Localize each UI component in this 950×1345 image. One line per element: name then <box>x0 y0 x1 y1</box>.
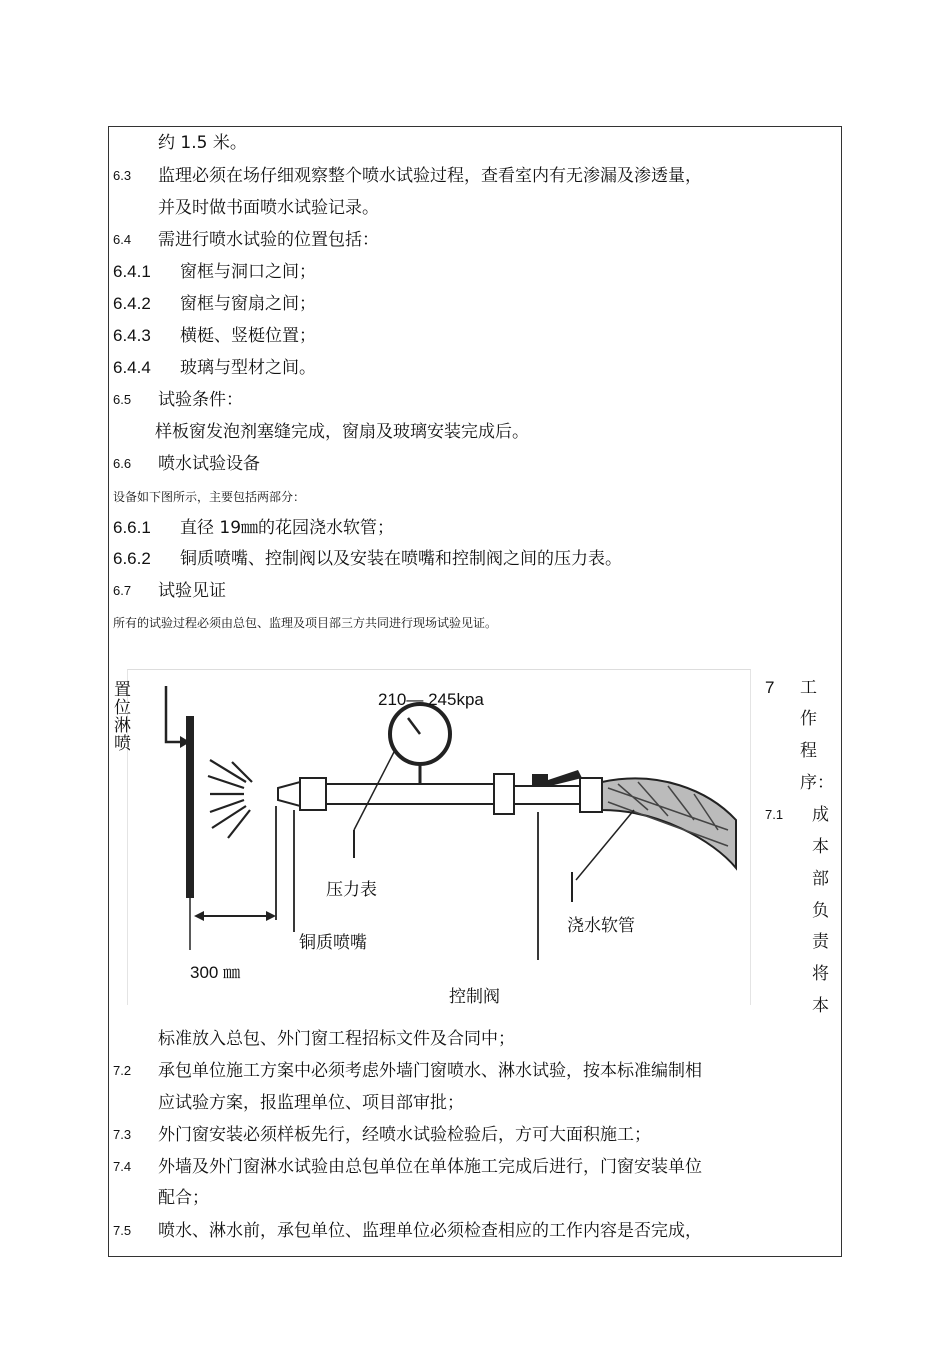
text-line: 铜质喷嘴、控制阀以及安装在喷嘴和控制阀之间的压力表。 <box>180 549 622 569</box>
arrow-line <box>166 686 183 742</box>
text-line: 约 1.5 米。 <box>158 133 247 153</box>
gauge-label: 压力表 <box>326 880 377 900</box>
text-line: 试验见证 <box>158 581 226 601</box>
vertical-char: 将 <box>812 964 829 984</box>
section-number: 6.6.1 <box>113 518 151 537</box>
text-line: 玻璃与型材之间。 <box>180 358 316 378</box>
text-line: 横梃、竖梃位置； <box>180 326 316 346</box>
nozzle-body <box>300 778 326 810</box>
text-line: 配合； <box>158 1188 209 1208</box>
text-line: 所有的试验过程必须由总包、监理及项目部三方共同进行现场试验见证。 <box>113 616 498 630</box>
section-number: 7.3 <box>113 1127 132 1142</box>
hose-fitting <box>580 778 602 812</box>
text-line: 外墙及外门窗淋水试验由总包单位在单体施工完成后进行，门窗安装单位 <box>158 1157 702 1177</box>
text-line: 直径 19㎜的花园浇水软管； <box>180 518 395 538</box>
diagram-vertical-label: 置位淋喷 <box>114 680 131 754</box>
dim-arrow-left <box>194 911 204 921</box>
text-line: 监理必须在场仔细观察整个喷水试验过程，查看室内有无渗漏及渗透量， <box>158 166 702 186</box>
section-number: 6.4.4 <box>113 358 151 377</box>
vertical-char: 成 <box>812 805 829 825</box>
text-line: 外门窗安装必须样板先行，经喷水试验检验后，方可大面积施工； <box>158 1125 651 1145</box>
text-line: 喷水、淋水前，承包单位、监理单位必须检查相应的工作内容是否完成， <box>158 1221 702 1241</box>
text-line: 并及时做书面喷水试验记录。 <box>158 198 379 218</box>
valve-body <box>514 786 580 804</box>
text-line: 应试验方案，报监理单位、项目部审批； <box>158 1093 464 1113</box>
section-number: 6.5 <box>113 392 132 407</box>
vertical-char: 作 <box>800 709 817 729</box>
pipe-coupling <box>494 774 514 814</box>
pipe <box>326 784 494 804</box>
text-line: 承包单位施工方案中必须考虑外墙门窗喷水、淋水试验，按本标准编制相 <box>158 1061 702 1081</box>
vertical-char: 序： <box>800 773 834 793</box>
nozzle-tip <box>278 782 300 806</box>
section-number: 7.4 <box>113 1159 132 1174</box>
section-number: 6.4.2 <box>113 294 151 313</box>
spray-equipment-diagram <box>127 669 751 1005</box>
vertical-char: 本 <box>812 837 829 857</box>
hose-leader <box>576 810 634 880</box>
section-number: 6.4.3 <box>113 326 151 345</box>
vertical-char: 本 <box>812 996 829 1016</box>
vertical-char: 责 <box>812 932 829 952</box>
section-number: 7 <box>765 678 775 697</box>
text-line: 设备如下图所示，主要包括两部分： <box>113 490 306 504</box>
nozzle-label: 铜质喷嘴 <box>299 933 367 953</box>
vertical-char: 程 <box>800 741 817 761</box>
section-number: 6.6.2 <box>113 549 151 568</box>
section-number: 6.3 <box>113 168 132 183</box>
section-number: 7.1 <box>765 807 784 822</box>
section-number: 6.7 <box>113 583 132 598</box>
text-line: 试验条件： <box>158 390 243 410</box>
vertical-char: 工 <box>800 678 817 698</box>
text-line: 标准放入总包、外门窗工程招标文件及合同中； <box>158 1029 515 1049</box>
section-number: 6.4.1 <box>113 262 151 281</box>
pressure-range-label: 210— 245kpa <box>378 690 484 709</box>
valve-label: 控制阀 <box>449 987 500 1007</box>
dim-arrow-right <box>266 911 276 921</box>
hose-label: 浇水软管 <box>567 916 635 936</box>
distance-label: 300 ㎜ <box>190 963 241 982</box>
vertical-char: 部 <box>812 869 829 889</box>
section-number: 7.2 <box>113 1063 132 1078</box>
section-number: 7.5 <box>113 1223 132 1238</box>
text-line: 窗框与洞口之间； <box>180 262 316 282</box>
diagram-drawing <box>128 670 750 1005</box>
spray-lines <box>208 760 252 838</box>
section-number: 6.6 <box>113 456 132 471</box>
text-line: 喷水试验设备 <box>158 454 260 474</box>
text-line: 窗框与窗扇之间； <box>180 294 316 314</box>
text-line: 样板窗发泡剂塞缝完成，窗扇及玻璃安装完成后。 <box>155 422 529 442</box>
valve-handle <box>532 770 582 786</box>
text-line: 需进行喷水试验的位置包括： <box>158 230 379 250</box>
vertical-char: 负 <box>812 901 829 921</box>
section-number: 6.4 <box>113 232 132 247</box>
